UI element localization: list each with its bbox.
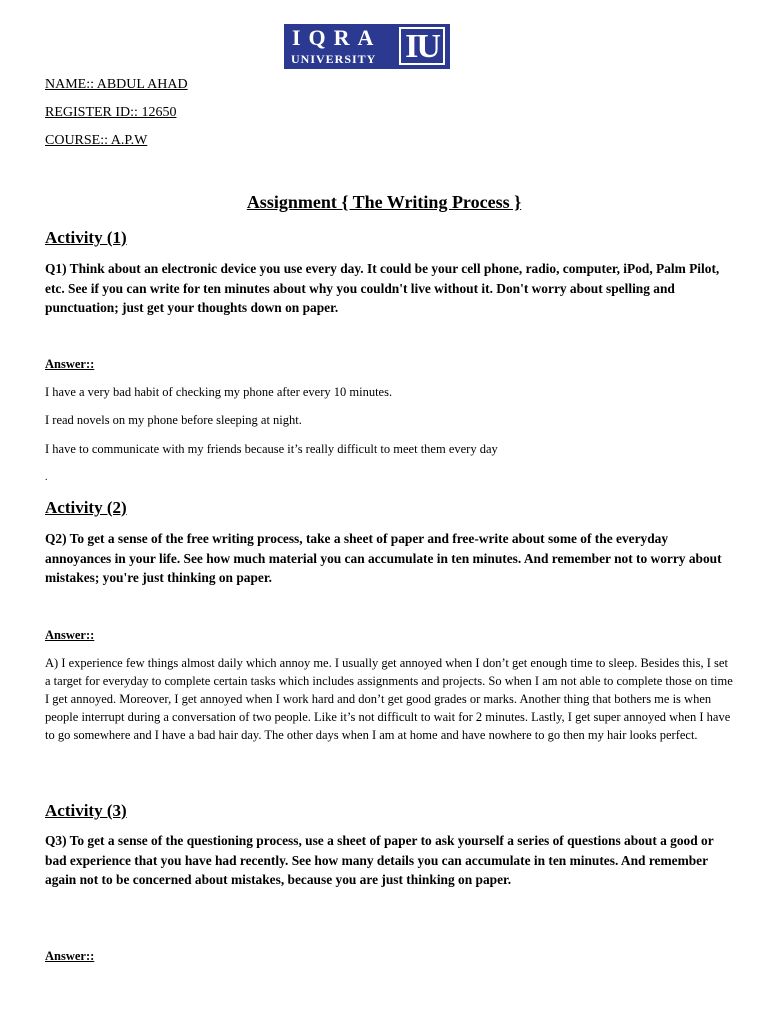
- student-name: NAME:: ABDUL AHAD: [45, 77, 188, 92]
- register-id: REGISTER ID:: 12650: [45, 105, 177, 120]
- iqra-university-logo: [284, 24, 450, 69]
- activity-3-heading: Activity (3): [45, 801, 127, 820]
- activity-2-heading: Activity (2): [45, 498, 127, 517]
- course: COURSE:: A.P.W: [45, 133, 148, 148]
- activity-1-answer-line-3: I have to communicate with my friends because it’s really difficult to meet them every day: [45, 442, 498, 456]
- activity-3-question: Q3) To get a sense of the questioning process, use a sheet of paper to ask yourself a series of questions about a good or bad experience that you have had recently. See how many details you can accumulate in ten minutes. And remember again not to be concerned about mistakes, because you are just thinking on paper.: [45, 833, 714, 887]
- logo-word-university: UNIVERSITY: [291, 52, 377, 66]
- activity-2-question: Q2) To get a sense of the free writing process, take a sheet of paper and free-write about some of the everyday annoyances in your life. See how much material you can accumulate in ten minutes. And remember not to worry about mistakes; you're just thinking on paper.: [45, 531, 722, 585]
- logo-word-iqra: IQRA: [292, 25, 382, 50]
- activity-1-answer-line-2: I read novels on my phone before sleeping at night.: [45, 413, 302, 427]
- logo-iu-mark: IU: [399, 27, 445, 65]
- stray-mark: .: [45, 472, 48, 483]
- assignment-title: [0, 190, 768, 214]
- activity-1-question: Q1) Think about an electronic device you use every day. It could be your cell phone, radio, computer, iPod, Palm Pilot, etc. See if you can write for ten minutes about why you couldn't live without it. Don't worry about spelling and punctuation; just get your thoughts down on paper.: [45, 261, 720, 315]
- activity-2-answer-label: Answer::: [45, 628, 95, 642]
- activity-1-answer-line-1: I have a very bad habit of checking my phone after every 10 minutes.: [45, 385, 393, 399]
- activity-1-heading: Activity (1): [45, 228, 127, 247]
- activity-3-answer-label: Answer::: [45, 949, 95, 963]
- activity-2-answer: A) I experience few things almost daily which annoy me. I usually get annoyed when I don’t get enough time to sleep. Besides this, I set a target for everyday to complete certain tasks which includes assignments and projects. So when I am not able to complete those on time I get annoyed. Moreover, I get annoyed when I work hard and don’t get good grades or marks. Another thing that bothers me is when people interrupt during a conversation of two people. Like it’s not difficult to wait for 2 minutes. Lastly, I get super annoyed when I have to go somewhere and I have a bad hair day. The other days when I am at home and have nowhere to go then my hair looks perfect.: [45, 656, 733, 742]
- assignment-title-text: Assignment { The Writing Process }: [246, 192, 522, 212]
- activity-1-answer-label: Answer::: [45, 357, 95, 371]
